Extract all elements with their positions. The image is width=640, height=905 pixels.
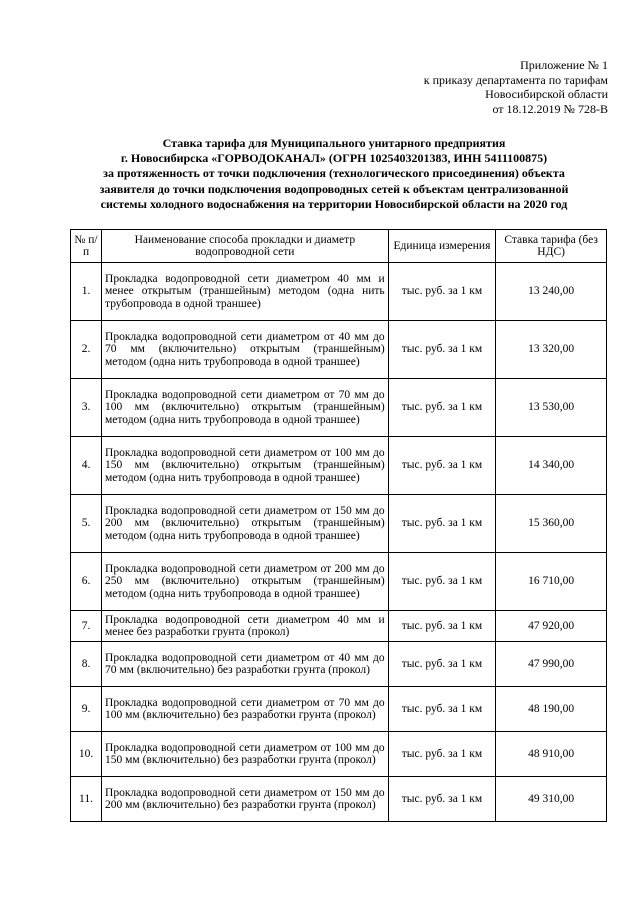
row-rate: 16 710,00 <box>496 553 607 611</box>
row-rate: 13 240,00 <box>496 263 607 321</box>
row-rate: 49 310,00 <box>496 777 607 822</box>
appendix-line: от 18.12.2019 № 728-В <box>492 101 608 116</box>
row-num: 5. <box>71 495 102 553</box>
row-rate: 14 340,00 <box>496 437 607 495</box>
row-name: Прокладка водопроводной сети диаметром от 70 мм до 100 мм (включительно) открытым (траншейным) методом (одна нить трубопровода в одной траншее) <box>102 379 389 437</box>
header-num: № п/п <box>71 230 102 263</box>
row-unit: тыс. руб. за 1 км <box>388 777 496 822</box>
row-rate: 15 360,00 <box>496 495 607 553</box>
row-name: Прокладка водопроводной сети диаметром от 100 мм до 150 мм (включительно) без разработки грунта (прокол) <box>102 732 389 777</box>
appendix-line: Приложение № 1 <box>520 58 608 72</box>
row-rate: 48 910,00 <box>496 732 607 777</box>
row-unit: тыс. руб. за 1 км <box>388 642 496 687</box>
table-row <box>71 611 607 642</box>
row-rate: 47 920,00 <box>496 611 607 642</box>
row-num: 9. <box>71 687 102 732</box>
row-num: 8. <box>71 642 102 687</box>
row-rate: 48 190,00 <box>496 687 607 732</box>
appendix-header <box>424 58 608 116</box>
table-row <box>71 321 607 379</box>
header-unit: Единица измерения <box>388 230 496 263</box>
row-unit: тыс. руб. за 1 км <box>388 321 496 379</box>
title-line: г. Новосибирска «ГОРВОДОКАНАЛ» (ОГРН 1025403201383, ИНН 5411100875) <box>120 151 548 166</box>
row-name: Прокладка водопроводной сети диаметром от 150 мм до 200 мм (включительно) открытым (траншейным) методом (одна нить трубопровода в одной траншее) <box>102 495 389 553</box>
row-num: 6. <box>71 553 102 611</box>
row-num: 11. <box>71 777 102 822</box>
title-line: Ставка тарифа для Муниципального унитарного предприятия <box>162 136 506 150</box>
row-name: Прокладка водопроводной сети диаметром от 40 мм до 70 мм (включительно) открытым (траншейным) методом (одна нить трубопровода в одной траншее) <box>102 321 389 379</box>
title-line: системы холодного водоснабжения на территории Новосибирской области на 2020 год <box>100 196 568 211</box>
table-row <box>71 263 607 321</box>
row-unit: тыс. руб. за 1 км <box>388 495 496 553</box>
row-rate: 47 990,00 <box>496 642 607 687</box>
table-row <box>71 437 607 495</box>
row-name: Прокладка водопроводной сети диаметром 40 мм и менее открытым (траншейным) методом (одна нить трубопровода в одной траншее) <box>102 263 389 321</box>
table-row <box>71 687 607 732</box>
table-row <box>71 495 607 553</box>
table-header-row <box>71 230 607 263</box>
row-num: 3. <box>71 379 102 437</box>
row-name: Прокладка водопроводной сети диаметром от 150 мм до 200 мм (включительно) без разработки грунта (прокол) <box>102 777 389 822</box>
row-unit: тыс. руб. за 1 км <box>388 263 496 321</box>
row-unit: тыс. руб. за 1 км <box>388 732 496 777</box>
row-name: Прокладка водопроводной сети диаметром 40 мм и менее без разработки грунта (прокол) <box>102 611 389 642</box>
row-unit: тыс. руб. за 1 км <box>388 687 496 732</box>
table-row <box>71 642 607 687</box>
row-name: Прокладка водопроводной сети диаметром от 70 мм до 100 мм (включительно) без разработки грунта (прокол) <box>102 687 389 732</box>
tariff-table <box>70 229 607 822</box>
document-title <box>54 136 614 212</box>
table-row <box>71 379 607 437</box>
row-num: 1. <box>71 263 102 321</box>
title-line: за протяженность от точки подключения (технологического присоединения) объекта <box>103 166 565 181</box>
row-num: 10. <box>71 732 102 777</box>
table-row <box>71 777 607 822</box>
row-num: 7. <box>71 611 102 642</box>
row-rate: 13 320,00 <box>496 321 607 379</box>
row-num: 2. <box>71 321 102 379</box>
row-unit: тыс. руб. за 1 км <box>388 553 496 611</box>
row-name: Прокладка водопроводной сети диаметром от 100 мм до 150 мм (включительно) открытым (траншейным) методом (одна нить трубопровода в одной траншее) <box>102 437 389 495</box>
row-name: Прокладка водопроводной сети диаметром от 200 мм до 250 мм (включительно) открытым (траншейным) методом (одна нить трубопровода в одной траншее) <box>102 553 389 611</box>
header-rate: Ставка тарифа (без НДС) <box>496 230 607 263</box>
appendix-line: к приказу департамента по тарифам <box>423 72 608 87</box>
row-unit: тыс. руб. за 1 км <box>388 611 496 642</box>
header-name: Наименование способа прокладки и диаметр водопроводной сети <box>102 230 389 263</box>
row-unit: тыс. руб. за 1 км <box>388 379 496 437</box>
table-row <box>71 553 607 611</box>
row-unit: тыс. руб. за 1 км <box>388 437 496 495</box>
table-row <box>71 732 607 777</box>
row-rate: 13 530,00 <box>496 379 607 437</box>
row-name: Прокладка водопроводной сети диаметром от 40 мм до 70 мм (включительно) без разработки грунта (прокол) <box>102 642 389 687</box>
title-line: заявителя до точки подключения водопроводных сетей к объектам централизованной <box>99 181 569 196</box>
row-num: 4. <box>71 437 102 495</box>
appendix-line: Новосибирской области <box>485 87 608 102</box>
